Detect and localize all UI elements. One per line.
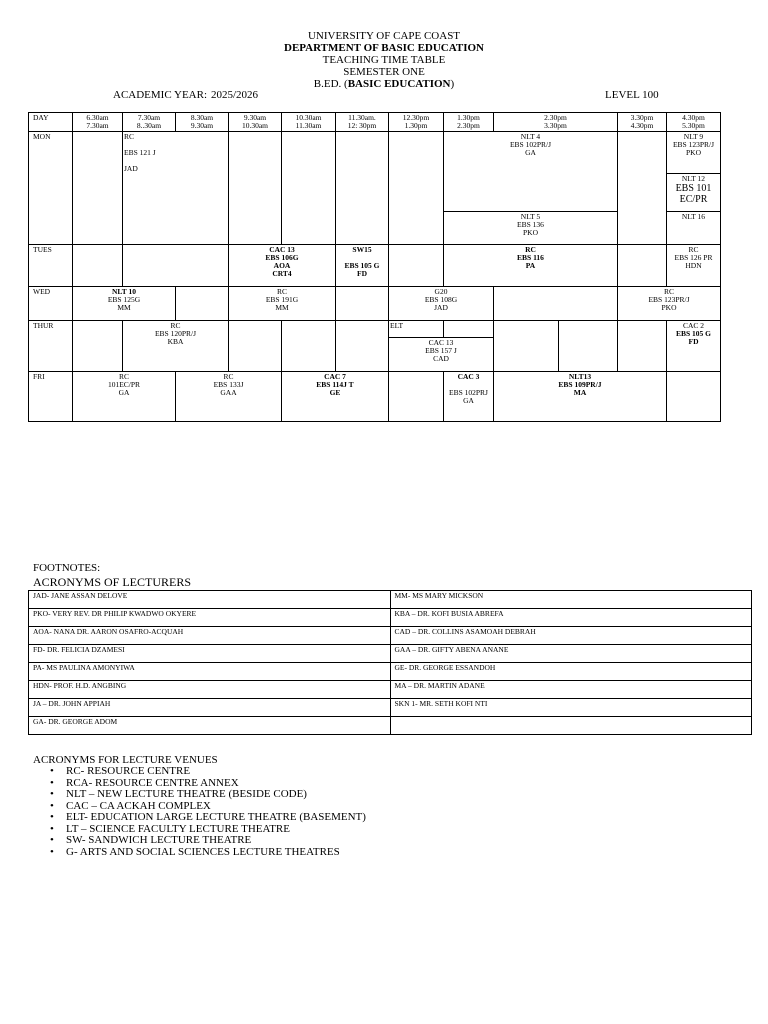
list-item: • RCA- RESOURCE CENTRE ANNEX — [33, 778, 366, 790]
lecturer-entry: AOA- NANA DR. AARON OSAFRO-ACQUAH — [29, 627, 391, 645]
day-header: DAY — [29, 113, 73, 132]
lecturers-table — [28, 590, 752, 735]
slot-start: 6.30am — [86, 113, 109, 122]
venue: NLT 10 — [112, 287, 136, 296]
slot-end: 2.30pm — [457, 121, 480, 130]
slot-start: 10.30am — [295, 113, 322, 122]
time-slot — [444, 113, 494, 132]
time-slot — [73, 113, 123, 132]
programme-name: BASIC EDUCATION — [347, 78, 451, 90]
list-item: • CAC – CA ACKAH COMPLEX — [33, 801, 366, 813]
slot-end: 4.30pm — [630, 121, 654, 130]
lecturer: GE — [329, 388, 341, 397]
class-cell — [282, 372, 389, 422]
course-code: EBS 105 G — [344, 261, 380, 270]
footnotes-title: FOOTNOTES: — [33, 562, 101, 574]
empty-cell — [176, 287, 229, 321]
slot-start: 7.30am — [137, 113, 161, 122]
slot-end: 5.30pm — [682, 121, 705, 130]
lecturer-entry: PA- MS PAULINA AMONYIWA — [29, 663, 391, 681]
empty-cell — [618, 245, 667, 287]
slot-end: 1.30pm — [404, 121, 428, 130]
empty-cell — [229, 321, 282, 372]
lecturer: AOA — [273, 261, 291, 270]
lecturer-entry: HDN- PROF. H.D. ANGBING — [29, 681, 391, 699]
day-label: MON — [29, 132, 73, 245]
course-code: EBS 116 — [517, 253, 544, 262]
time-slot — [494, 113, 618, 132]
programme-suffix: ) — [450, 78, 455, 90]
class-cell — [618, 287, 721, 321]
empty-cell — [229, 132, 282, 245]
venue: RC — [688, 245, 699, 254]
lecturer: GA — [463, 396, 474, 405]
class-cell — [444, 132, 618, 212]
empty-cell — [494, 287, 618, 321]
day-label: WED — [29, 287, 73, 321]
slot-start: 1.30pm — [457, 113, 480, 122]
course-code: EBS 101 — [675, 183, 712, 194]
slot-end: 7.30am — [86, 121, 109, 130]
lecturer-entry: GA- DR. GEORGE ADOM — [29, 717, 391, 735]
level-label: LEVEL 100 — [605, 89, 659, 101]
course-code: EBS 120PR/J — [154, 329, 197, 338]
lecturer: HDN — [685, 261, 702, 270]
row-tues — [29, 245, 721, 287]
lecturer-entry — [390, 717, 752, 735]
venue: ELT — [390, 321, 404, 330]
class-cell — [229, 287, 336, 321]
course-code: EBS 106G — [265, 253, 299, 262]
lecturer: FD — [688, 337, 699, 346]
slot-end: 3.30pm — [544, 121, 567, 130]
timetable-header-row — [29, 113, 721, 132]
venue: CAC 7 — [324, 372, 346, 381]
venue: NLT 12 — [681, 174, 706, 183]
course-code: EBS 157 J — [425, 346, 457, 355]
lecturer: PKO — [685, 148, 701, 157]
table-row — [29, 681, 752, 699]
lecturer-entry: MM- MS MARY MICKSON — [390, 591, 752, 609]
empty-cell — [336, 321, 389, 372]
list-item: • ELT- EDUCATION LARGE LECTURE THEATRE (BASEMENT) — [33, 812, 366, 824]
class-cell — [667, 245, 721, 287]
slot-start: 9.30am — [243, 113, 267, 122]
slot-start: 8.30am — [190, 113, 214, 122]
day-label: FRI — [29, 372, 73, 422]
venue: CAC 13 — [269, 245, 295, 254]
venue: NLT13 — [568, 372, 592, 381]
table-row — [29, 609, 752, 627]
venue: NLT 9 — [683, 132, 704, 141]
slot-start: 12.30pm — [402, 113, 430, 122]
document-header — [0, 30, 768, 90]
venue: RC — [276, 287, 287, 296]
list-item: • SW- SANDWICH LECTURE THEATRE — [33, 835, 366, 847]
academic-year-value: 2025/2026 — [211, 89, 259, 101]
venue: RC — [118, 372, 129, 381]
programme-prefix: B.ED. ( — [313, 78, 348, 90]
lecturer-entry: JAD- JANE ASSAN DELOVE — [29, 591, 391, 609]
semester: SEMESTER ONE — [343, 66, 425, 78]
class-note: CRT4 — [272, 269, 292, 278]
empty-cell — [389, 132, 444, 245]
lecturer: JAD — [434, 303, 448, 312]
empty-cell — [389, 372, 444, 422]
slot-end: 9.30am — [190, 121, 214, 130]
row-mon — [29, 132, 721, 174]
course-code: EBS 105 G — [675, 329, 711, 338]
venue: CAC 3 — [457, 372, 480, 381]
slot-start: 3.30pm — [630, 113, 654, 122]
lecturer-entry: SKN 1- MR. SETH KOFI NTI — [390, 699, 752, 717]
venue: RC — [663, 287, 674, 296]
list-item: • LT – SCIENCE FACULTY LECTURE THEATRE — [33, 824, 366, 836]
lecturer: GA — [525, 148, 536, 157]
table-row — [29, 699, 752, 717]
empty-cell — [444, 321, 494, 338]
time-slot — [176, 113, 229, 132]
venue: NLT 5 — [520, 212, 541, 221]
lecturers-title: ACRONYMS OF LECTURERS — [33, 575, 192, 589]
university-name: UNIVERSITY OF CAPE COAST — [307, 30, 461, 42]
time-slot — [123, 113, 176, 132]
course-code: EBS 123PR/J — [672, 140, 715, 149]
department-name: DEPARTMENT OF BASIC EDUCATION — [284, 42, 484, 54]
lecturer: MM — [117, 303, 131, 312]
table-row — [29, 591, 752, 609]
course-code: EBS 109PR/J — [558, 380, 602, 389]
course-code: EBS 114J T — [316, 380, 354, 389]
lecturer-entry: KBA – DR. KOFI BUSIA ABREFA — [390, 609, 752, 627]
empty-cell — [336, 132, 389, 245]
lecturer: MM — [275, 303, 289, 312]
course-code: EBS 102PRJ — [449, 388, 488, 397]
lecturer: PA — [525, 261, 536, 270]
row-wed — [29, 287, 721, 321]
empty-cell — [389, 245, 444, 287]
class-cell — [389, 287, 494, 321]
class-cell — [389, 338, 494, 372]
table-row — [29, 627, 752, 645]
course-code: 101EC/PR — [107, 380, 141, 389]
venue: RC — [170, 321, 181, 330]
lecturer-entry: PKO- VERY REV. DR PHILIP KWADWO OKYERE — [29, 609, 391, 627]
venue: G20 — [434, 287, 448, 296]
lecturer-entry: GAA – DR. GIFTY ABENA ANANE — [390, 645, 752, 663]
time-slot — [282, 113, 336, 132]
empty-cell — [282, 132, 336, 245]
venue: SW15 — [352, 245, 372, 254]
lecturer: CAD — [433, 354, 449, 363]
lecturer: MA — [573, 388, 587, 397]
course-code: EBS 125G — [107, 295, 141, 304]
class-cell — [389, 321, 444, 338]
list-item: • G- ARTS AND SOCIAL SCIENCES LECTURE THEATRES — [33, 847, 366, 859]
lecturer-entry: CAD – DR. COLLINS ASAMOAH DEBRAH — [390, 627, 752, 645]
class-cell — [123, 321, 229, 372]
course-code: EBS 133J — [213, 380, 244, 389]
venues-title: ACRONYMS FOR LECTURE VENUES — [33, 754, 218, 766]
course-code: EBS 108G — [424, 295, 458, 304]
class-cell — [123, 132, 229, 245]
table-row — [29, 663, 752, 681]
venue: NLT 16 — [681, 212, 706, 221]
venue: RC — [124, 132, 135, 141]
time-slot — [336, 113, 389, 132]
course-code: EBS 136 — [517, 220, 544, 229]
empty-cell — [73, 321, 123, 372]
timetable — [28, 112, 721, 422]
lecturer-entry: FD- DR. FELICIA DZAMESI — [29, 645, 391, 663]
class-cell — [667, 212, 721, 245]
course-code: EBS 123PR/J — [648, 295, 690, 304]
empty-cell — [123, 245, 229, 287]
day-label: TUES — [29, 245, 73, 287]
slot-start: 4.30pm — [682, 113, 705, 122]
document-title: TEACHING TIME TABLE — [322, 54, 446, 66]
empty-cell — [336, 287, 389, 321]
time-slot — [389, 113, 444, 132]
class-cell — [667, 132, 721, 174]
class-cell — [494, 372, 667, 422]
venue: NLT 4 — [520, 132, 541, 141]
lecturer: PKO — [661, 303, 677, 312]
row-fri — [29, 372, 721, 422]
lecturer: EC/PR — [679, 194, 708, 205]
lecturer: PKO — [522, 228, 538, 237]
row-thur — [29, 321, 721, 338]
venues-list — [33, 766, 366, 858]
course-code: EBS 191G — [265, 295, 299, 304]
venue: CAC 2 — [682, 321, 705, 330]
slot-start: 11.30am. — [348, 113, 376, 122]
class-cell — [336, 245, 389, 287]
empty-cell — [282, 321, 336, 372]
slot-end: 8..30am — [136, 121, 162, 130]
empty-cell — [73, 245, 123, 287]
empty-cell — [618, 321, 667, 372]
class-cell — [444, 372, 494, 422]
class-cell — [229, 245, 336, 287]
list-item: • RC- RESOURCE CENTRE — [33, 766, 366, 778]
venue: RC — [525, 245, 536, 254]
class-cell — [73, 372, 176, 422]
slot-start: 2.30pm — [544, 113, 567, 122]
empty-cell — [667, 372, 721, 422]
slot-end: 12: 30pm — [347, 121, 377, 130]
table-row — [29, 645, 752, 663]
lecturer-entry: MA – DR. MARTIN ADANE — [390, 681, 752, 699]
lecturer-entry: GE- DR. GEORGE ESSANDOH — [390, 663, 752, 681]
empty-cell — [73, 132, 123, 245]
course-code: EBS 102PR/J — [509, 140, 552, 149]
slot-end: 11.30am — [295, 121, 322, 130]
class-cell — [444, 212, 618, 245]
empty-cell — [559, 321, 618, 372]
empty-cell — [618, 132, 667, 245]
class-cell — [667, 321, 721, 372]
slot-end: 10.30am — [241, 121, 269, 130]
time-slot — [667, 113, 721, 132]
academic-year-label: ACADEMIC YEAR: — [113, 89, 208, 101]
lecturer: GAA — [220, 388, 237, 397]
empty-cell — [494, 321, 559, 372]
time-slot — [229, 113, 282, 132]
class-cell — [444, 245, 618, 287]
lecturer: KBA — [167, 337, 184, 346]
class-cell — [176, 372, 282, 422]
day-label: THUR — [29, 321, 73, 372]
lecturer: GA — [118, 388, 130, 397]
lecturer-entry: JA – DR. JOHN APPIAH — [29, 699, 391, 717]
lecturer: JAD — [124, 164, 138, 173]
course-code: EBS 126 PR — [674, 253, 713, 262]
class-cell — [73, 287, 176, 321]
lecturer: FD — [357, 269, 367, 278]
venue: CAC 13 — [428, 338, 454, 347]
course-code: EBS 121 J — [124, 148, 156, 157]
venue: RC — [223, 372, 234, 381]
time-slot — [618, 113, 667, 132]
table-row — [29, 717, 752, 735]
list-item: • NLT – NEW LECTURE THEATRE (BESIDE CODE) — [33, 789, 366, 801]
class-cell — [667, 174, 721, 212]
